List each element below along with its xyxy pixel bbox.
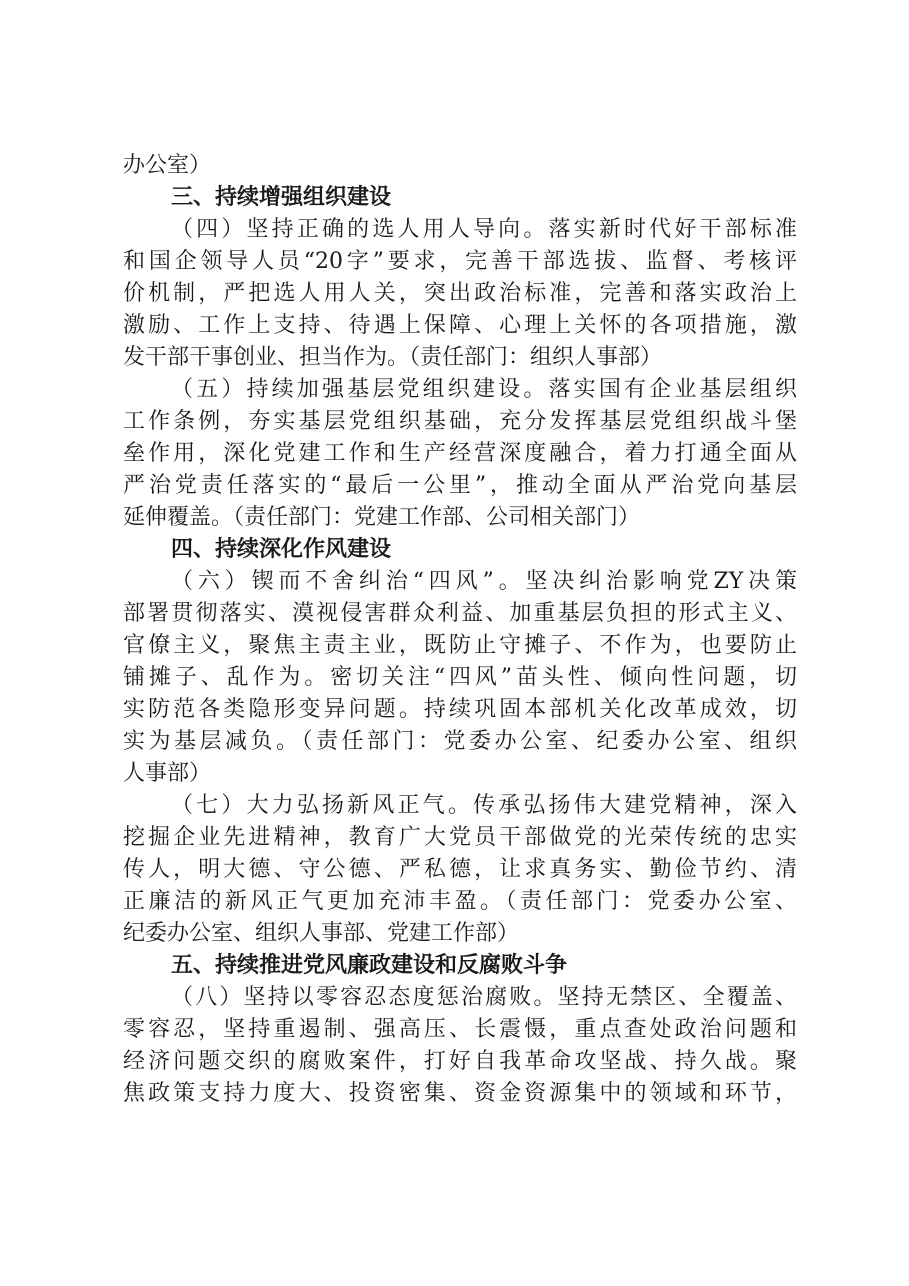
paragraph-line: （七）大力弘扬新风正气。传承弘扬伟大建党精神，深入 [171, 793, 797, 818]
paragraph-line: 发干部干事创业、担当作为。（责任部门：组织人事部） [123, 345, 663, 370]
paragraph-8 [123, 982, 797, 1110]
paragraph-6 [123, 566, 797, 790]
paragraph-line: （四）坚持正确的选人用人导向。落实新时代好干部标准 [171, 217, 797, 242]
paragraph-line: 工作条例，夯实基层党组织基础，充分发挥基层党组织战斗堡 [123, 409, 797, 434]
paragraph-line: 实防范各类隐形变异问题。持续巩固本部机关化改革成效，切 [123, 697, 797, 722]
section-heading-3: 三、持续增强组织建设 [171, 185, 392, 210]
paragraph-line: 铺摊子、乱作为。密切关注“四风”苗头性、倾向性问题，切 [123, 665, 797, 690]
paragraph-line: 部署贯彻落实、漠视侵害群众利益、加重基层负担的形式主义、 [123, 601, 797, 626]
paragraph-line: 延伸覆盖。（责任部门：党建工作部、公司相关部门） [123, 505, 641, 530]
paragraph-line: 和国企领导人员“20字”要求，完善干部选拔、监督、考核评 [123, 249, 797, 274]
paragraph-line: 人事部） [123, 761, 212, 786]
carryover-line: 办公室） [123, 153, 212, 178]
paragraph-line: 实为基层减负。（责任部门：党委办公室、纪委办公室、组织 [123, 729, 797, 754]
paragraph-line: 经济问题交织的腐败案件，打好自我革命攻坚战、持久战。聚 [123, 1049, 797, 1074]
paragraph-5 [123, 374, 797, 534]
paragraph-line: 严治党责任落实的“最后一公里”，推动全面从严治党向基层 [123, 473, 797, 498]
paragraph-line: （八）坚持以零容忍态度惩治腐败。坚持无禁区、全覆盖、 [171, 985, 797, 1010]
paragraph-line: 挖掘企业先进精神，教育广大党员干部做党的光荣传统的忠实 [123, 825, 797, 850]
paragraph-4 [123, 214, 797, 374]
paragraph-line: 零容忍，坚持重遏制、强高压、长震慑，重点查处政治问题和 [123, 1017, 797, 1042]
paragraph-line: 正廉洁的新风正气更加充沛丰盈。（责任部门：党委办公室、 [123, 889, 797, 914]
paragraph-line: 官僚主义，聚焦主责主业，既防止守摊子、不作为，也要防止 [123, 633, 797, 658]
paragraph-line: 焦政策支持力度大、投资密集、资金资源集中的领域和环节， [123, 1081, 797, 1106]
paragraph-line: 传人，明大德、守公德、严私德，让求真务实、勤俭节约、清 [123, 857, 797, 882]
paragraph-line: （六）锲而不舍纠治“四风”。坚决纠治影响党ZY决策 [171, 569, 797, 594]
paragraph-7 [123, 790, 797, 950]
paragraph-line: 垒作用，深化党建工作和生产经营深度融合，着力打通全面从 [123, 441, 797, 466]
document-page [123, 150, 797, 1110]
section-heading-4: 四、持续深化作风建设 [171, 537, 392, 562]
paragraph-line: 激励、工作上支持、待遇上保障、心理上关怀的各项措施，激 [123, 313, 797, 338]
paragraph-line: （五）持续加强基层党组织建设。落实国有企业基层组织 [171, 377, 797, 402]
section-heading-5: 五、持续推进党风廉政建设和反腐败斗争 [171, 953, 568, 978]
paragraph-line: 纪委办公室、组织人事部、党建工作部） [123, 921, 520, 946]
paragraph-line: 价机制，严把选人用人关，突出政治标准，完善和落实政治上 [123, 281, 797, 306]
